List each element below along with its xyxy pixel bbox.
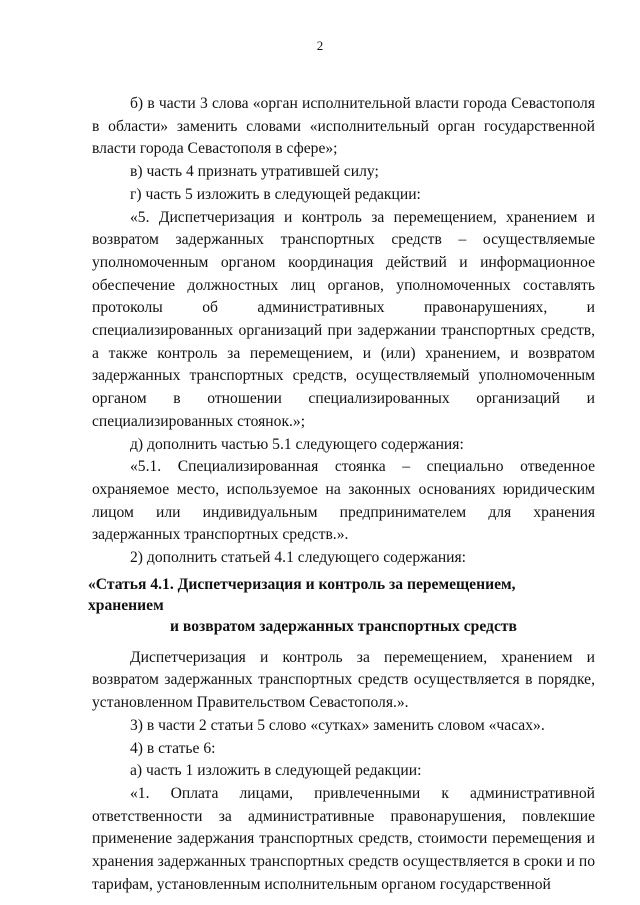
paragraph-g: г) часть 5 изложить в следующей редакции: [130,185,421,203]
paragraph-d: д) дополнить частью 5.1 следующего содержания: [130,435,464,453]
paragraph-b: б) в части 3 слова «орган исполнительной власти города Севастополя в области» заменить словами «исполнительный орган государственной власти города Севастополя в сфере»; [92,95,595,158]
paragraph-v: в) часть 4 признать утратившей силу; [130,163,379,181]
article-heading-line-2: и возвратом задержанных транспортных средств [170,617,517,635]
paragraph-3: 3) в части 2 статьи 5 слово «сутках» заменить словом «часах». [130,716,545,734]
paragraph-part-1: «1. Оплата лицами, привлеченными к административной ответственности за административные правонарушения, повлекшие применение задержания транспортных средств, стоимости перемещения и хранения задержанных транспортных средств осуществляется в сроки и по тарифам, установленным исполнительным органом государственной [92,784,595,893]
paragraph-4: 4) в статье 6: [130,739,216,757]
document-body [88,93,595,897]
article-heading [88,574,595,637]
paragraph-part-5: «5. Диспетчеризация и контроль за перемещением, хранением и возвратом задержанных транспортных средств – осуществляемые уполномоченным органом координация действий и информационное обеспечение должностных лиц органов, уполномоченных составлять протоколы об административных правонарушениях, и специализированных организаций при задержании транспортных средств, а также контроль за перемещением, и (или) хранением, и возвратом задержанных транспортных средств, осуществляемый уполномоченным органом в отношении специализированных организаций и специализированных стоянок.»; [92,208,595,430]
page-number: 2 [316,38,324,53]
paragraph-article-text: Диспетчеризация и контроль за перемещением, хранением и возвратом задержанных транспортных средств осуществляется в порядке, установленном Правительством Севастополя.». [92,648,595,712]
paragraph-a: а) часть 1 изложить в следующей редакции: [130,762,422,780]
paragraph-2: 2) дополнить статьей 4.1 следующего содержания: [130,549,467,567]
article-heading-line-1: «Статья 4.1. Диспетчеризация и контроль за перемещением, хранением [88,575,516,614]
paragraph-part-5-1: «5.1. Специализированная стоянка – специально отведенное охраняемое место, используемое на законных основаниях юридическим лицом или индивидуальным предпринимателем для хранения задержанных транспортных средств.». [92,458,595,544]
